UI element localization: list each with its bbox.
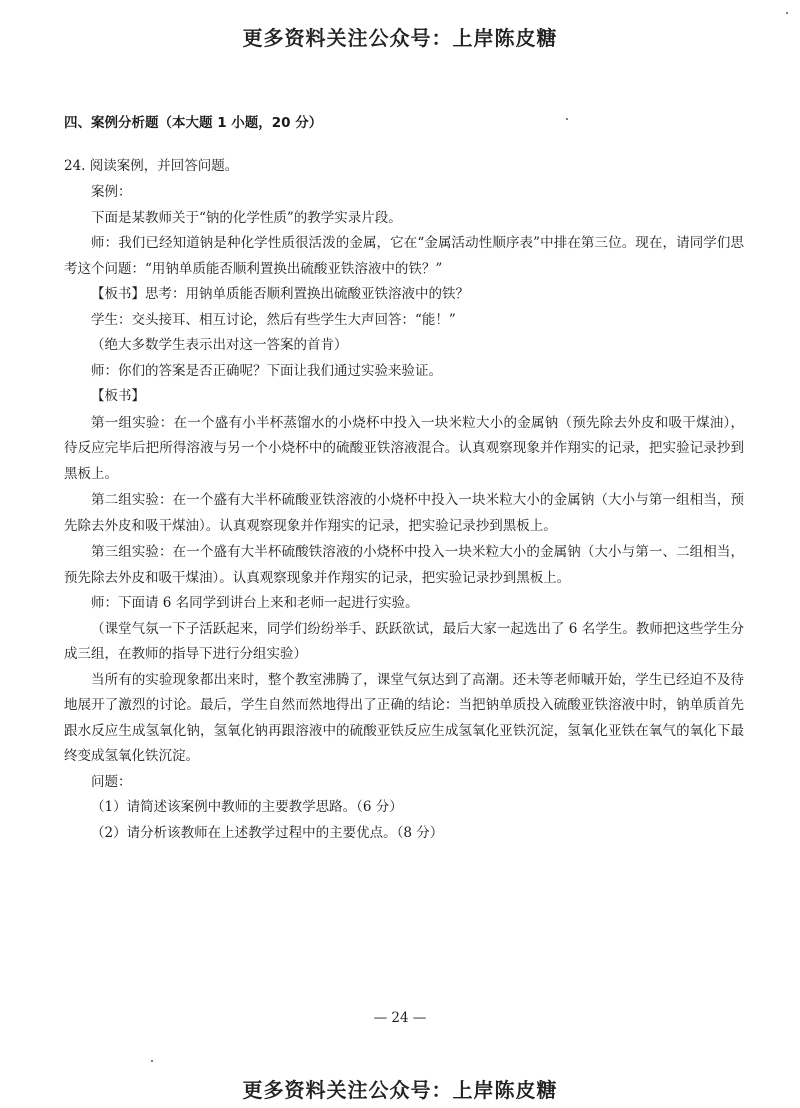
case-label: 案例： <box>91 184 132 200</box>
teacher-invite: 师：下面请 6 名同学到讲台上来和老师一起进行实验。 <box>91 595 419 611</box>
conclusion-paragraph: 当所有的实验现象都出来时，整个教室沸腾了，课堂气氛达到了高潮。还未等老师嘁开始，学生已经迫不及待地展开了激烈的讨论。最后，学生自然而然地得出了正确的结论：当把钠单质投入硫酸亚铁溶液中时，钠单质首先跟水反应生成氢氧化钠，氢氧化钠再跟溶液中的硫酸亚铁反应生成氢氧化亚铁沉淀，氢氧化亚铁在氧气的氧化下最终变成氢氧化铁沉淀。 <box>64 671 744 764</box>
teacher-question: 师：我们已经知道钠是种化学性质很活泼的金属，它在“金属活动性顺序表”中排在第三位。现在，请同学们思考这个问题：“用钠单质能否顺利置换出硫酸亚铁溶液中的铁？” <box>64 235 744 277</box>
experiment-group-2: 第二组实验：在一个盛有大半杯硫酸亚铁溶液的小烧杯中投入一块米粒大小的金属钠（大小与第一组相当，预先除去外皮和吸干煤油）。认真观察现象并作翔实的记录，把实验记录抄到黑板上。 <box>64 492 744 534</box>
watermark-banner-bottom: 更多资料关注公众号：上岸陈皮糖 <box>242 1078 558 1102</box>
scan-speck <box>566 118 568 120</box>
experiment-group-1: 第一组实验：在一个盛有小半杯蒸馏水的小烧杯中投入一块米粒大小的金属钠（预先除去外皮和吸干煤油），待反应完毕后把所得溶液与另一个小烧杯中的硫酸亚铁溶液混合。认真观察现象并作翔实的记录，把实验记录抄到黑板上。 <box>64 414 744 482</box>
student-response: 学生：交头接耳、相互讨论，然后有些学生大声回答：“能！” <box>91 311 456 328</box>
question-2: （2）请分析该教师在上述教学过程中的主要优点。（8 分） <box>91 824 444 841</box>
scan-speck <box>151 1060 153 1062</box>
blackboard-think: 【板书】思考：用钠单质能否顺利置换出硫酸亚铁溶液中的铁？ <box>91 286 469 302</box>
teacher-verify: 师：你们的答案是否正确呢？下面让我们通过实验来验证。 <box>91 362 442 379</box>
question-1: （1）请简述该案例中教师的主要教学思路。（6 分） <box>91 799 403 815</box>
student-agreement: （绝大多数学生表示出对这一答案的首肯） <box>91 337 348 353</box>
page-content <box>64 112 744 846</box>
question-heading: 24. 阅读案例，并回答问题。 <box>64 158 239 174</box>
blackboard-label: 【板书】 <box>91 388 145 404</box>
class-atmosphere: （课堂气氛一下子活跃起来，同学们纷纷举手、跃跃欲试，最后大家一起选出了 6 名学生。教师把这些学生分成三组，在教师的指导下进行分组实验） <box>64 620 744 662</box>
watermark-banner-top: 更多资料关注公众号：上岸陈皮糖 <box>242 26 558 50</box>
scan-speck <box>786 12 788 14</box>
section-title: 四、案例分析题（本大题 1 小题，20 分） <box>64 115 323 131</box>
questions-label: 问题： <box>91 773 132 790</box>
case-intro: 下面是某教师关于“钠的化学性质”的教学实录片段。 <box>91 209 402 226</box>
page-number: — 24 — <box>373 1010 427 1026</box>
experiment-group-3: 第三组实验：在一个盛有大半杯硫酸铁溶液的小烧杯中投入一块米粒大小的金属钠（大小与第一、二组相当，预先除去外皮和吸干煤油）。认真观察现象并作翔实的记录，把实验记录抄到黑板上。 <box>64 544 744 586</box>
